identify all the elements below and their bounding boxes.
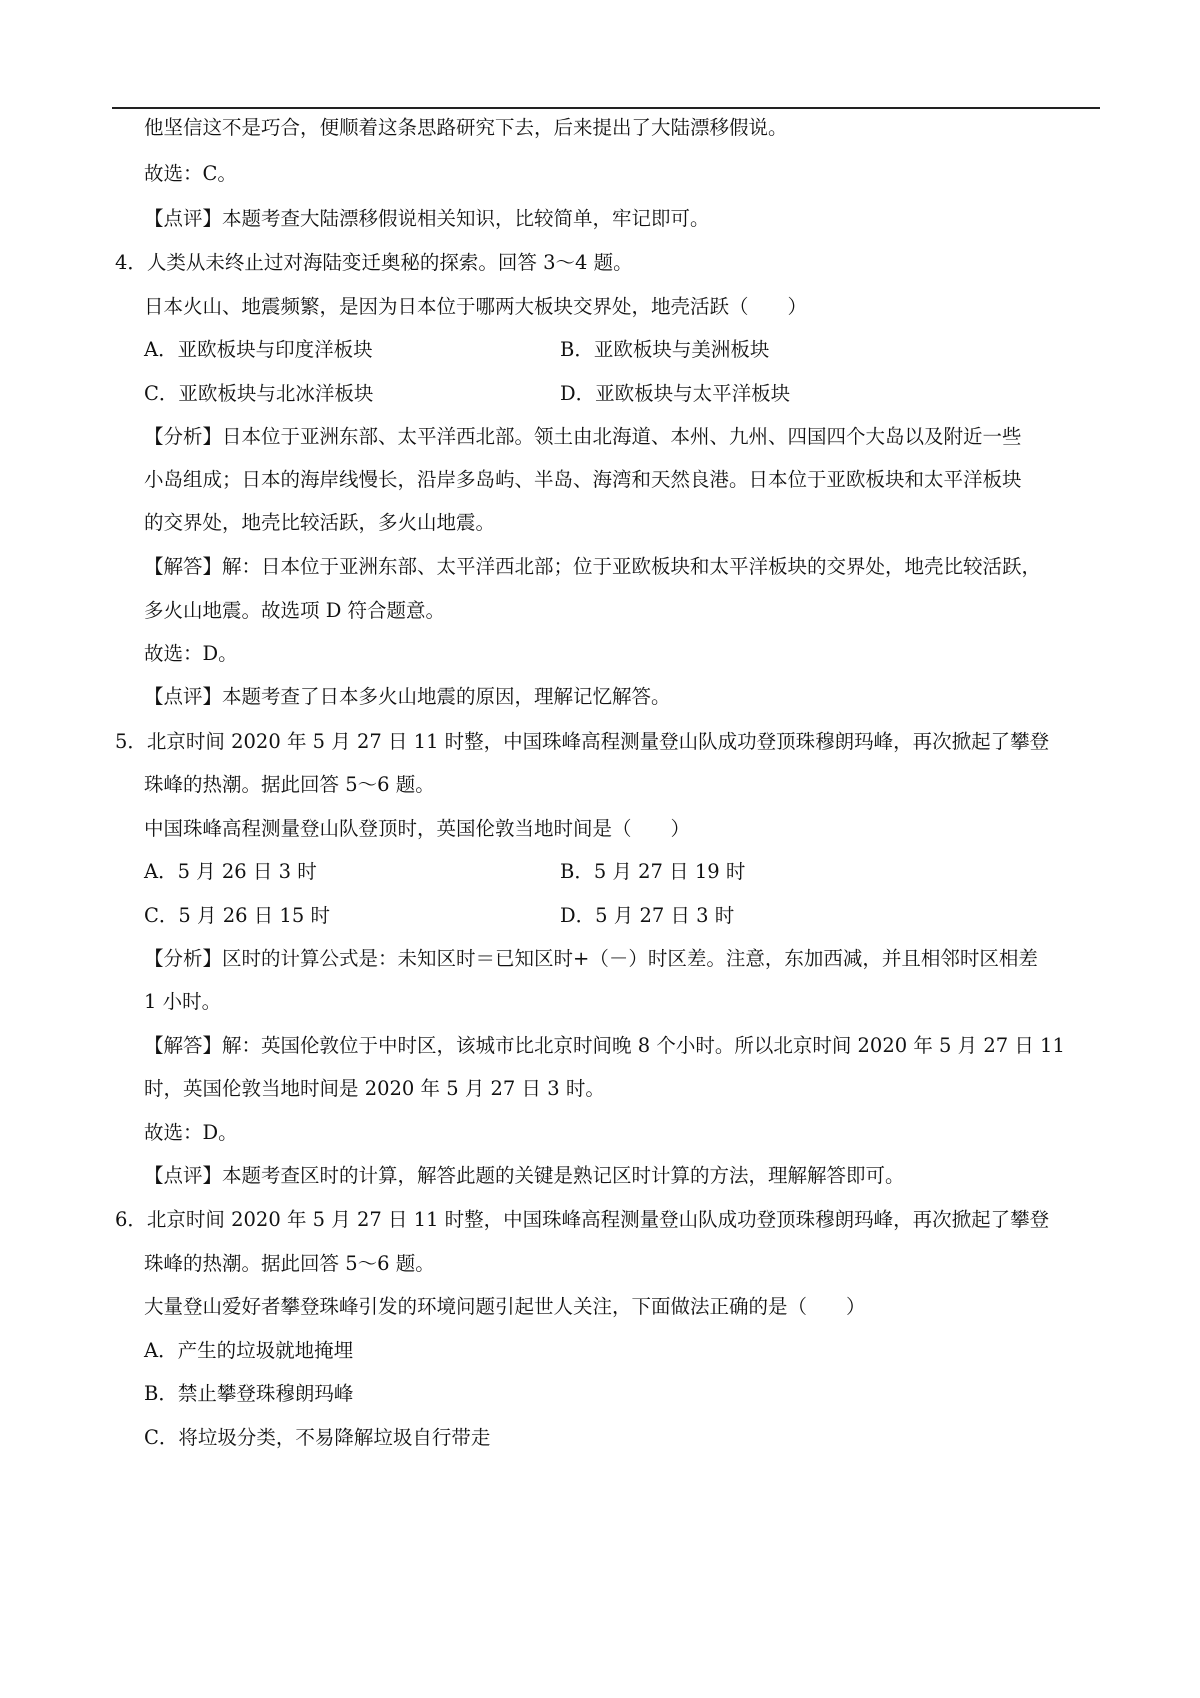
- q5-number: 5．: [115, 730, 147, 753]
- comment-tag: 【点评】: [144, 685, 223, 708]
- q4-analysis-line-2: 小岛组成；日本的海岸线慢长，沿岸多岛屿、半岛、海湾和天然良港。日本位于亚欧板块和太平洋板块: [144, 468, 1022, 491]
- q4-solution-line-2: 多火山地震。故选项 D 符合题意。: [144, 599, 446, 622]
- q5-option-c: C．5 月 26 日 15 时: [144, 904, 330, 927]
- q6-option-a: A．产生的垃圾就地掩埋: [144, 1339, 354, 1362]
- q6-question: 大量登山爱好者攀登珠峰引发的环境问题引起世人关注，下面做法正确的是（ ）: [144, 1295, 866, 1318]
- q5-solution-line-1: [144, 1033, 1065, 1059]
- q4-stem-text: 人类从未终止过对海陆变迁奥秘的探索。回答 3～4 题。: [146, 251, 633, 274]
- q6-option-b: B．禁止攀登珠穆朗玛峰: [144, 1382, 354, 1405]
- q4-option-c: C．亚欧板块与北冰洋板块: [144, 382, 374, 405]
- q5-stem-text: 北京时间 2020 年 5 月 27 日 11 时整，中国珠峰高程测量登山队成功登顶珠穆朗玛峰，再次掀起了攀登: [146, 730, 1050, 753]
- solution-tag: 【解答】: [144, 555, 223, 578]
- q5-option-d: D．5 月 27 日 3 时: [560, 904, 735, 927]
- prev-choice: 故选：C。: [144, 162, 237, 185]
- q5-analysis-line-2: 1 小时。: [144, 990, 222, 1013]
- header-rule: [112, 107, 1100, 109]
- solution-tag: 【解答】: [144, 1034, 223, 1057]
- comment-text: 本题考查大陆漂移假说相关知识，比较简单，牢记即可。: [222, 207, 710, 230]
- comment-tag: 【点评】: [144, 207, 223, 230]
- q4-option-a: A．亚欧板块与印度洋板块: [144, 338, 373, 361]
- q4-analysis-line-3: 的交界处，地壳比较活跃，多火山地震。: [144, 511, 496, 534]
- q5-question: 中国珠峰高程测量登山队登顶时，英国伦敦当地时间是（ ）: [144, 817, 691, 840]
- q6-stem-text: 北京时间 2020 年 5 月 27 日 11 时整，中国珠峰高程测量登山队成功登顶珠穆朗玛峰，再次掀起了攀登: [146, 1208, 1050, 1231]
- q5-stem-line-1: [115, 729, 1049, 755]
- q4-option-d: D．亚欧板块与太平洋板块: [560, 382, 791, 405]
- q6-stem-line-1: [115, 1207, 1049, 1233]
- analysis-tag: 【分析】: [144, 947, 223, 970]
- q6-option-c: C．将垃圾分类，不易降解垃圾自行带走: [144, 1426, 491, 1449]
- q5-stem-line-2: 珠峰的热潮。据此回答 5～6 题。: [144, 773, 435, 796]
- q6-number: 6．: [115, 1208, 147, 1231]
- prev-text-end: 他坚信这不是巧合，便顺着这条思路研究下去，后来提出了大陆漂移假说。: [144, 116, 788, 139]
- q4-analysis-line-1: [144, 424, 1022, 450]
- q5-analysis-line-1: [144, 946, 1038, 972]
- comment-tag: 【点评】: [144, 1164, 223, 1187]
- q4-comment: [144, 684, 671, 710]
- comment-text: 本题考查区时的计算，解答此题的关键是熟记区时计算的方法，理解解答即可。: [222, 1164, 905, 1187]
- solution-text: 解：日本位于亚洲东部、太平洋西北部；位于亚欧板块和太平洋板块的交界处，地壳比较活跃，: [222, 555, 1042, 578]
- q4-stem: [115, 250, 633, 276]
- q5-option-a: A．5 月 26 日 3 时: [144, 860, 317, 883]
- q5-option-b: B．5 月 27 日 19 时: [560, 860, 746, 883]
- q5-comment: [144, 1163, 905, 1189]
- analysis-text: 区时的计算公式是：未知区时＝已知区时+（－）时区差。注意，东加西减，并且相邻时区相差: [222, 947, 1038, 970]
- q5-solution-line-2: 时，英国伦敦当地时间是 2020 年 5 月 27 日 3 时。: [144, 1077, 605, 1100]
- q4-number: 4．: [115, 251, 147, 274]
- solution-text: 解：英国伦敦位于中时区，该城市比北京时间晚 8 个小时。所以北京时间 2020 年 5 月 27 日 11: [222, 1034, 1065, 1057]
- q5-choice: 故选：D。: [144, 1121, 238, 1144]
- comment-text: 本题考查了日本多火山地震的原因，理解记忆解答。: [222, 685, 671, 708]
- q4-question: 日本火山、地震频繁，是因为日本位于哪两大板块交界处，地壳活跃（ ）: [144, 295, 808, 318]
- analysis-text: 日本位于亚洲东部、太平洋西北部。领土由北海道、本州、九州、四国四个大岛以及附近一些: [222, 425, 1022, 448]
- q6-stem-line-2: 珠峰的热潮。据此回答 5～6 题。: [144, 1252, 435, 1275]
- q4-solution-line-1: [144, 554, 1041, 580]
- analysis-tag: 【分析】: [144, 425, 223, 448]
- q4-option-b: B．亚欧板块与美洲板块: [560, 338, 770, 361]
- q4-choice: 故选：D。: [144, 642, 238, 665]
- prev-comment: [144, 206, 710, 232]
